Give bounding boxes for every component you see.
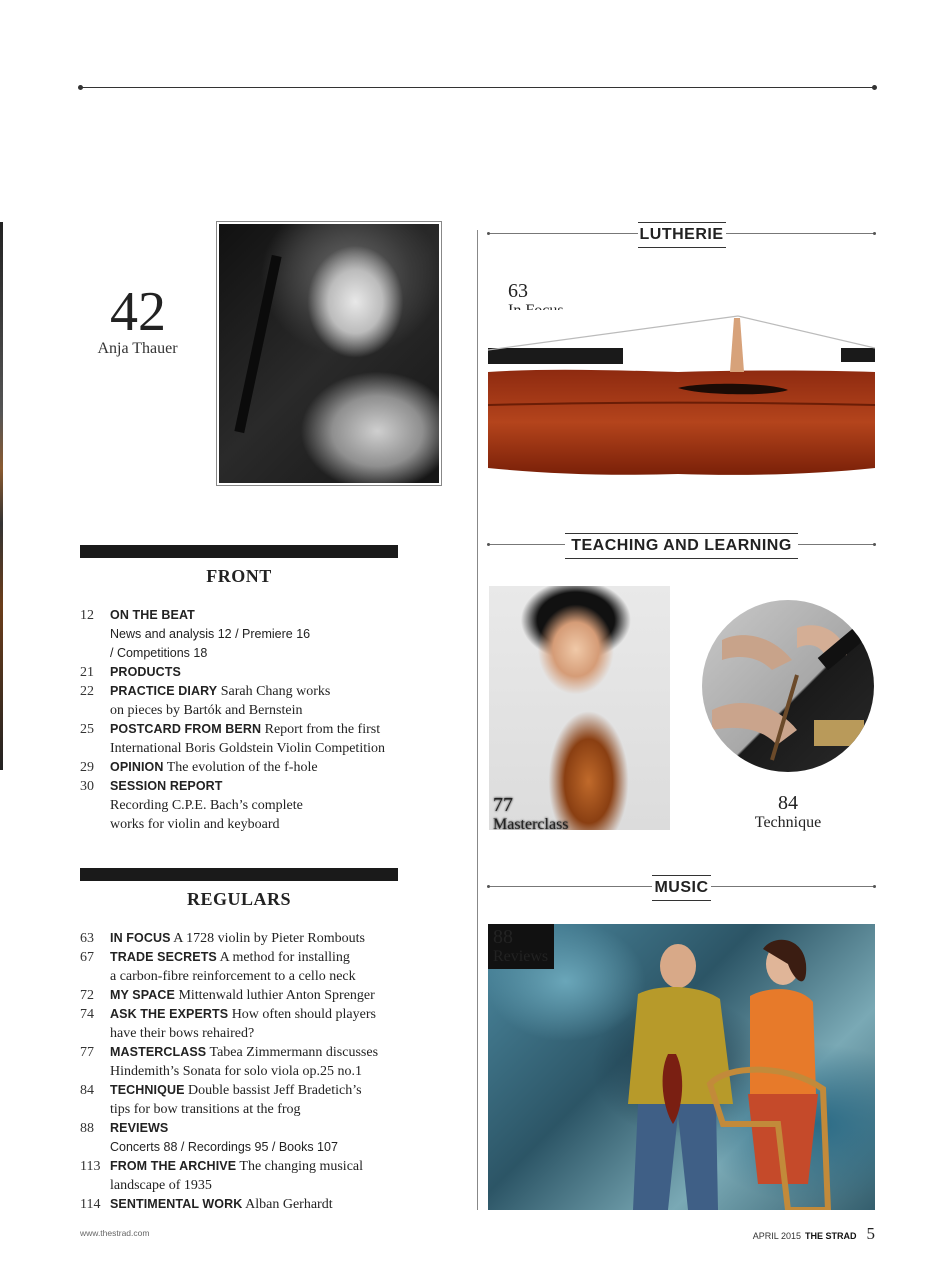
item-keyword: MY SPACE [110, 988, 175, 1002]
lutherie-page-number: 63 [508, 280, 528, 302]
item-keyword: POSTCARD FROM BERN [110, 722, 262, 736]
item-keyword: MASTERCLASS [110, 1045, 207, 1059]
lutherie-heading: LUTHERIE [638, 222, 726, 248]
item-keyword: ON THE BEAT [110, 608, 195, 622]
list-item[interactable] [80, 663, 410, 682]
list-item[interactable] [80, 682, 410, 720]
item-page: 25 [80, 722, 94, 737]
regulars-heading: REGULARS [186, 889, 292, 909]
lutherie-heading-wrap [488, 222, 875, 248]
list-item[interactable] [80, 1119, 410, 1157]
item-page: 67 [80, 950, 94, 965]
footer-page-number: 5 [866, 1224, 875, 1243]
item-page: 72 [80, 988, 94, 1003]
item-description: on pieces by Bartók and Bernstein [110, 703, 303, 718]
item-keyword: IN FOCUS [110, 931, 171, 945]
item-description: The evolution of the f-hole [166, 760, 318, 775]
teaching-heading: TEACHING AND LEARNING [565, 533, 798, 559]
regulars-list [80, 929, 410, 1214]
footer-folio [753, 1224, 875, 1244]
cover-story-name[interactable]: Anja Thauer [97, 340, 178, 357]
masterclass-photo[interactable] [489, 586, 670, 830]
item-description: works for violin and keyboard [110, 817, 280, 832]
list-item[interactable] [80, 929, 410, 948]
list-item[interactable] [80, 948, 410, 986]
previous-page-edge [0, 222, 3, 770]
list-item[interactable] [80, 1005, 410, 1043]
technique-caption[interactable] [702, 792, 874, 832]
front-bar [80, 545, 398, 558]
item-description: A method for installing [219, 950, 350, 965]
item-description: Mittenwald luthier Anton Sprenger [178, 988, 375, 1003]
item-description: International Boris Goldstein Violin Competition [110, 741, 385, 756]
cover-photo-frame [216, 221, 442, 486]
list-item[interactable] [80, 986, 410, 1005]
reviews-page-number: 88 [493, 926, 513, 948]
item-page: 22 [80, 684, 94, 699]
item-page: 63 [80, 931, 94, 946]
item-description: Sarah Chang works [220, 684, 331, 699]
list-item[interactable] [80, 758, 410, 777]
item-page: 88 [80, 1121, 94, 1136]
footer-date: APRIL 2015 [752, 1231, 801, 1241]
masterclass-page-number: 77 [493, 794, 513, 816]
item-page: 74 [80, 1007, 94, 1022]
front-heading: FRONT [206, 566, 272, 586]
music-heading-wrap [488, 875, 875, 901]
list-item[interactable] [80, 1195, 410, 1214]
item-description: Tabea Zimmermann discusses [209, 1045, 379, 1060]
list-item[interactable] [80, 1043, 410, 1081]
item-description: Alban Gerhardt [245, 1197, 333, 1212]
item-keyword: PRACTICE DIARY [110, 684, 218, 698]
list-item[interactable] [80, 777, 410, 834]
list-item[interactable] [80, 606, 410, 663]
item-description: The changing musical [239, 1159, 364, 1174]
cover-story-page-number[interactable]: 42 [110, 281, 166, 343]
item-description: have their bows rehaired? [110, 1026, 255, 1041]
item-description: A 1728 violin by Pieter Rombouts [173, 931, 365, 946]
reviews-photo[interactable] [488, 924, 875, 1210]
violin-photo[interactable] [488, 310, 875, 485]
item-keyword: SESSION REPORT [110, 779, 223, 793]
item-subline: Concerts 88 / Recordings 95 / Books 107 [110, 1140, 338, 1154]
teaching-heading-wrap [488, 533, 875, 559]
item-description: How often should players [231, 1007, 376, 1022]
front-list [80, 606, 410, 834]
item-page: 113 [80, 1159, 101, 1174]
top-rule [80, 87, 875, 88]
technique-photo[interactable] [702, 600, 874, 772]
item-description: Report from the first [264, 722, 381, 737]
item-keyword: TECHNIQUE [110, 1083, 185, 1097]
cover-photo[interactable] [219, 224, 439, 483]
item-subline: / Competitions 18 [110, 646, 208, 660]
bow-hands-illustration [702, 600, 874, 772]
item-page: 30 [80, 779, 94, 794]
footer-url[interactable]: www.thestrad.com [80, 1228, 150, 1238]
column-divider [477, 230, 478, 1210]
item-page: 12 [80, 608, 94, 623]
item-keyword: OPINION [110, 760, 164, 774]
list-item[interactable] [80, 1081, 410, 1119]
reviews-label: Reviews [493, 948, 549, 965]
item-page: 84 [80, 1083, 94, 1098]
reviews-caption [488, 924, 554, 969]
item-subline: News and analysis 12 / Premiere 16 [110, 627, 311, 641]
technique-page-number: 84 [778, 792, 798, 814]
footer-magazine: THE STRAD [805, 1231, 857, 1241]
music-heading: MUSIC [652, 875, 710, 901]
item-page: 114 [80, 1197, 101, 1212]
item-description: a carbon-fibre reinforcement to a cello neck [110, 969, 356, 984]
item-keyword: PRODUCTS [110, 665, 181, 679]
item-keyword: REVIEWS [110, 1121, 169, 1135]
item-description: Hindemith’s Sonata for solo viola op.25 no.1 [110, 1064, 362, 1079]
item-description: tips for bow transitions at the frog [110, 1102, 301, 1117]
violin-illustration [488, 310, 875, 485]
item-description: Recording C.P.E. Bach’s complete [110, 798, 303, 813]
list-item[interactable] [80, 1157, 410, 1195]
technique-label: Technique [754, 814, 822, 831]
item-description: Double bassist Jeff Bradetich’s [188, 1083, 362, 1098]
item-keyword: FROM THE ARCHIVE [110, 1159, 237, 1173]
item-page: 29 [80, 760, 94, 775]
item-description: landscape of 1935 [110, 1178, 212, 1193]
item-page: 21 [80, 665, 94, 680]
list-item[interactable] [80, 720, 410, 758]
regulars-bar [80, 868, 398, 881]
item-page: 77 [80, 1045, 94, 1060]
item-keyword: TRADE SECRETS [110, 950, 217, 964]
masterclass-label: Masterclass [493, 816, 569, 830]
masterclass-caption [493, 794, 569, 830]
item-keyword: SENTIMENTAL WORK [110, 1197, 243, 1211]
item-keyword: ASK THE EXPERTS [110, 1007, 229, 1021]
